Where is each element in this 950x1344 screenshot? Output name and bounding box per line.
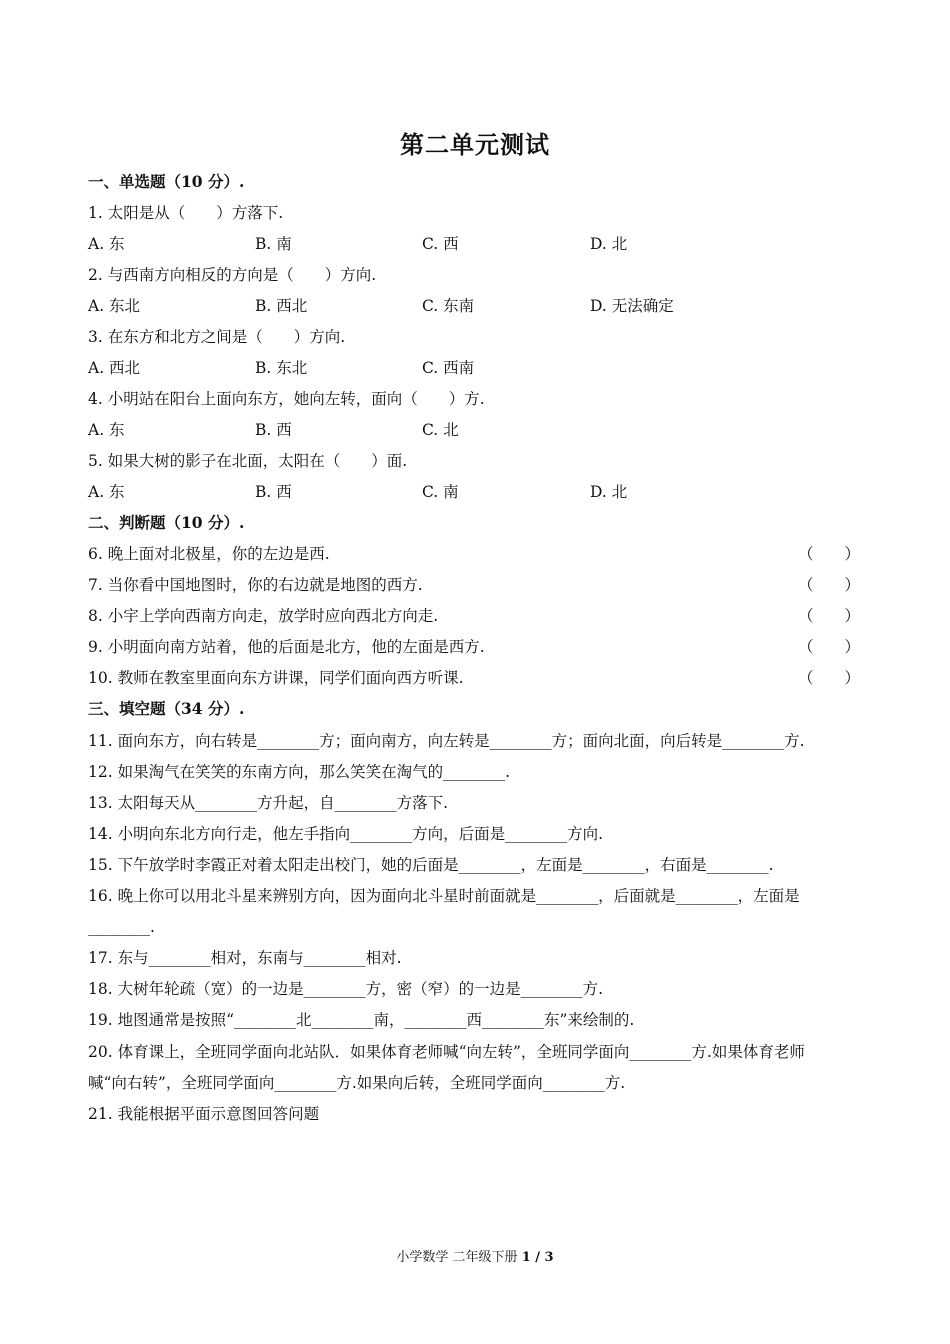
q5-option-a: A. 东 xyxy=(88,483,125,501)
question-5: 5. 如果大树的影子在北面，太阳在（ ）面. xyxy=(88,452,408,470)
question-16-continued: ________. xyxy=(88,918,155,936)
q1-option-a: A. 东 xyxy=(88,235,125,253)
question-15: 15. 下午放学时李霞正对着太阳走出校门，她的后面是________，左面是________，右面是________. xyxy=(88,856,774,874)
question-16: 16. 晚上你可以用北斗星来辨别方向，因为面向北斗星时前面就是________，后面就是________，左面是 xyxy=(88,887,800,905)
answer-bracket-6: （ ） xyxy=(798,545,861,563)
answer-bracket-10: （ ） xyxy=(798,669,861,687)
question-17: 17. 东与________相对，东南与________相对. xyxy=(88,949,402,967)
question-12: 12. 如果淘气在笑笑的东南方向，那么笑笑在淘气的________. xyxy=(88,763,511,781)
q1-option-d: D. 北 xyxy=(590,235,628,253)
section-heading-fill: 三、填空题（34 分）. xyxy=(88,699,245,718)
question-19: 19. 地图通常是按照“________北________南，________西________东”来绘制的. xyxy=(88,1011,635,1029)
question-18: 18. 大树年轮疏（宽）的一边是________方，密（窄）的一边是________方. xyxy=(88,980,604,998)
q5-option-c: C. 南 xyxy=(422,483,459,501)
q2-option-d: D. 无法确定 xyxy=(590,297,674,315)
question-21: 21. 我能根据平面示意图回答问题 xyxy=(88,1105,320,1123)
question-1: 1. 太阳是从（ ）方落下. xyxy=(88,204,284,222)
question-20: 20. 体育课上，全班同学面向北站队．如果体育老师喊“向左转”，全班同学面向________方.如果体育老师 xyxy=(88,1043,805,1061)
q4-option-b: B. 西 xyxy=(255,421,292,439)
q3-option-c: C. 西南 xyxy=(422,359,475,377)
answer-bracket-7: （ ） xyxy=(798,576,861,594)
question-3: 3. 在东方和北方之间是（ ）方向. xyxy=(88,328,346,346)
question-14: 14. 小明向东北方向行走，他左手指向________方向，后面是________方向. xyxy=(88,825,604,843)
section-heading-mc: 一、单选题（10 分）. xyxy=(88,172,245,191)
question-2: 2. 与西南方向相反的方向是（ ）方向. xyxy=(88,266,377,284)
q2-option-b: B. 西北 xyxy=(255,297,308,315)
q1-option-b: B. 南 xyxy=(255,235,292,253)
page-footer xyxy=(0,1246,950,1265)
question-6: 6. 晚上面对北极星，你的左边是西. xyxy=(88,545,330,563)
q4-option-a: A. 东 xyxy=(88,421,125,439)
question-20-continued: 喊“向右转”，全班同学面向________方.如果向后转，全班同学面向________方. xyxy=(88,1074,626,1092)
q3-option-b: B. 东北 xyxy=(255,359,308,377)
page-title: 第二单元测试 xyxy=(400,130,550,159)
footer-label: 小学数学 二年级下册 xyxy=(396,1250,522,1265)
question-10: 10. 教师在教室里面向东方讲课，同学们面向西方听课. xyxy=(88,669,464,687)
question-13: 13. 太阳每天从________方升起，自________方落下. xyxy=(88,794,449,812)
question-8: 8. 小宇上学向西南方向走，放学时应向西北方向走. xyxy=(88,607,439,625)
question-4: 4. 小明站在阳台上面向东方，她向左转，面向（ ）方. xyxy=(88,390,485,408)
q4-option-c: C. 北 xyxy=(422,421,459,439)
answer-bracket-8: （ ） xyxy=(798,607,861,625)
q5-option-d: D. 北 xyxy=(590,483,628,501)
section-heading-tf: 二、判断题（10 分）. xyxy=(88,513,245,532)
q1-option-c: C. 西 xyxy=(422,235,459,253)
q3-option-a: A. 西北 xyxy=(88,359,141,377)
question-7: 7. 当你看中国地图时，你的右边就是地图的西方. xyxy=(88,576,423,594)
q5-option-b: B. 西 xyxy=(255,483,292,501)
question-9: 9. 小明面向南方站着，他的后面是北方，他的左面是西方. xyxy=(88,638,485,656)
answer-bracket-9: （ ） xyxy=(798,638,861,656)
page-number: 1 / 3 xyxy=(521,1250,554,1265)
question-11: 11. 面向东方，向右转是________方；面向南方，向左转是________方；面向北面，向后转是________方. xyxy=(88,732,805,750)
q2-option-c: C. 东南 xyxy=(422,297,475,315)
q2-option-a: A. 东北 xyxy=(88,297,141,315)
